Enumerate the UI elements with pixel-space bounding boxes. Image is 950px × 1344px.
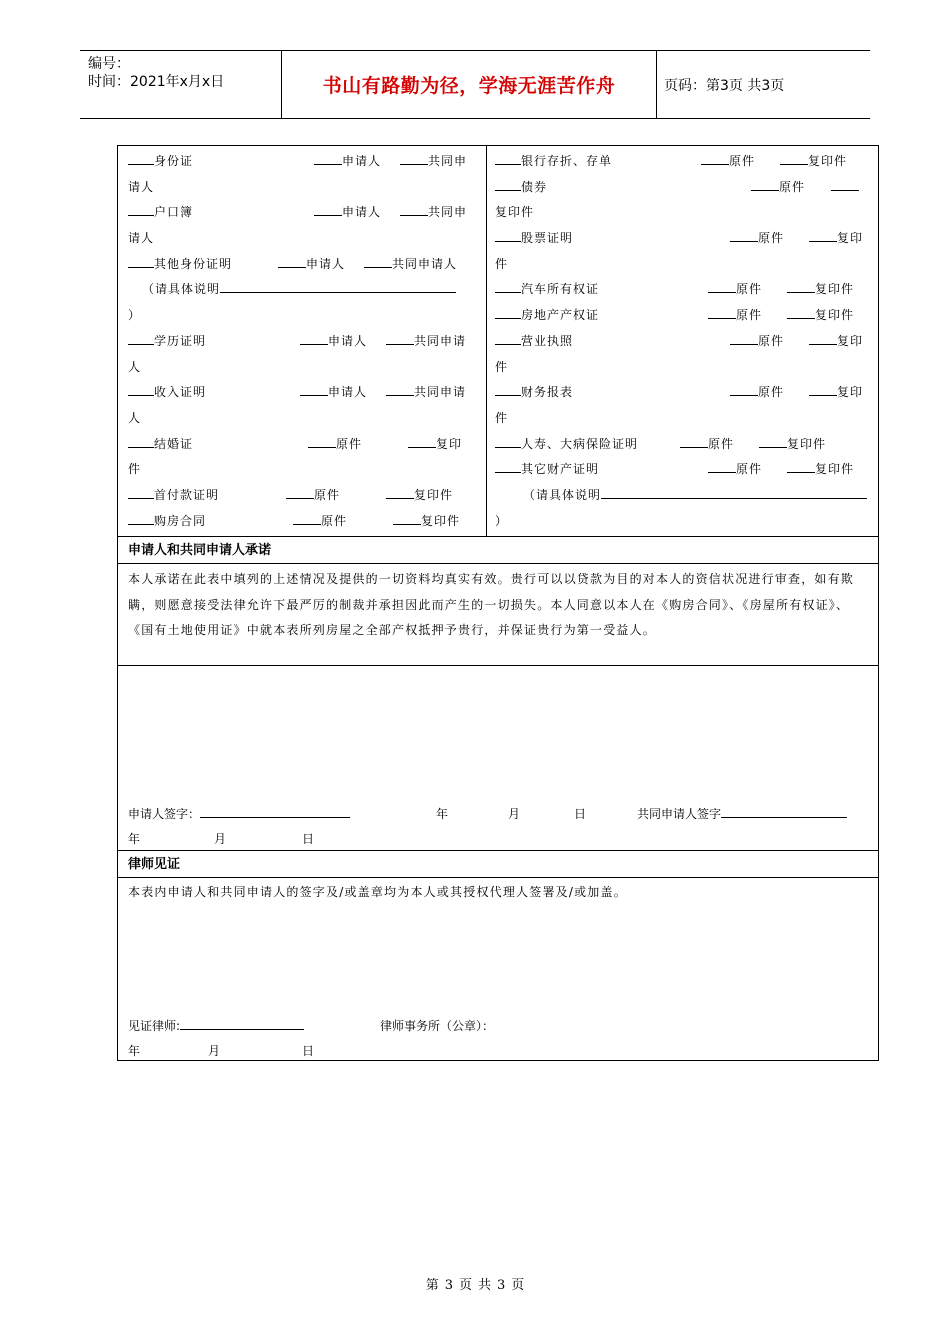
label: 原件 (758, 231, 785, 246)
doc-row-income (128, 380, 478, 406)
label: 购房合同 (154, 513, 207, 528)
footer-ye2: 页 (511, 1278, 525, 1293)
doc-row-real-estate (495, 303, 871, 329)
doc-row-wrap (495, 406, 871, 432)
label: 复印件 (414, 487, 454, 502)
label: 结婚证 (154, 436, 194, 451)
label: 共同申请人 (392, 256, 458, 271)
label: 复印 (436, 436, 463, 451)
page-header (80, 50, 870, 119)
label: （请具体说明 (523, 487, 602, 502)
label: 共同申请 (414, 333, 467, 348)
sign-month: 月 (508, 807, 521, 821)
doc-row-business-license (495, 329, 871, 355)
doc-row-other-property (495, 457, 871, 483)
label: 债券 (521, 179, 548, 194)
header-page-info: 页码：第3页 共3页 (664, 77, 785, 94)
doc-row-wrap (495, 200, 871, 226)
label: 原件 (736, 308, 763, 323)
label: 户口簿 (154, 205, 194, 220)
label: 请人 (128, 231, 155, 246)
co-sign-day: 日 (302, 832, 315, 846)
label: 复印件 (815, 308, 855, 323)
label: 原件 (729, 154, 756, 168)
label: 申请人 (342, 205, 382, 220)
label: 件 (495, 410, 509, 425)
label: 复印件 (421, 513, 461, 528)
doc-row-education (128, 329, 478, 355)
column-divider (486, 146, 487, 536)
doc-row-down-payment (128, 483, 478, 509)
promise-text: 本人承诺在此表中填列的上述情况及提供的一切资料均真实有效。贵行可以以贷款为目的对本人的资信状况进行审查，如有欺瞒，则愿意接受法律允许下最严厉的制裁并承担因此而产生的一切损失。本人同意以本人在《购房合同》、《房屋所有权证》、《国有土地使用证》中就本表所列房屋之全部产权抵押予贵行，并保证贵行为第一受益人。 (118, 564, 878, 666)
doc-row-bank-deposit (495, 149, 871, 175)
doc-row-bonds (495, 175, 871, 201)
header-divider (656, 51, 657, 118)
label: 首付款证明 (154, 487, 220, 502)
law-firm-seal-label: 律师事务所（公章）： (380, 1019, 495, 1033)
label: 人 (128, 410, 142, 425)
lawyer-title: 律师见证 (118, 851, 878, 878)
personal-documents-column (128, 149, 478, 534)
label: ） (128, 308, 142, 323)
label: 复印件 (787, 436, 827, 451)
loan-form-table (117, 145, 879, 1061)
footer-di: 第 (425, 1278, 439, 1293)
applicant-signature-area (118, 667, 878, 851)
doc-row-car (495, 277, 871, 303)
co-applicant-sign-label: 共同申请人签字 (637, 807, 722, 821)
sign-year: 年 (436, 807, 449, 821)
property-documents-column (495, 149, 871, 534)
label: 学历证明 (154, 333, 207, 348)
label: 原件 (758, 333, 785, 348)
label: 原件 (736, 462, 763, 477)
co-sign-year: 年 (128, 832, 141, 846)
doc-row-wrap (128, 406, 478, 432)
label: 汽车所有权证 (521, 282, 600, 297)
doc-row-wrap (128, 175, 478, 201)
label: 复印件 (815, 282, 855, 297)
label: 申请人 (328, 333, 368, 348)
doc-row-id-card (128, 149, 478, 175)
documents-section (118, 146, 878, 537)
label: 房地产产权证 (521, 308, 600, 323)
label: 原件 (736, 282, 763, 297)
applicant-sign-label: 申请人签字： (128, 807, 201, 821)
doc-row-wrap (495, 509, 871, 535)
footer-total-pages: 3 (497, 1278, 506, 1293)
sign-day: 日 (574, 807, 587, 821)
label: 件 (495, 256, 509, 271)
doc-row-other-id (128, 252, 478, 278)
label: 原件 (779, 179, 806, 194)
doc-row-hukou (128, 200, 478, 226)
footer-ye: 页 (458, 1278, 472, 1293)
doc-row-insurance (495, 432, 871, 458)
label: 其他身份证明 (154, 256, 233, 271)
label: （请具体说明 (142, 282, 221, 297)
header-motto: 书山有路勤为径，学海无涯苦作舟 (322, 75, 616, 97)
lawyer-day: 日 (302, 1044, 315, 1058)
label: 人 (128, 359, 142, 374)
doc-row-specify (495, 483, 871, 509)
label: 复印件 (495, 205, 535, 220)
number-label: 编号： (88, 56, 130, 72)
doc-row-stock (495, 226, 871, 252)
label: 人寿、大病保险证明 (521, 436, 639, 451)
footer-gong: 共 (478, 1278, 492, 1293)
witness-lawyer-field[interactable] (128, 1017, 304, 1034)
doc-row-purchase-contract (128, 509, 478, 535)
label: 共同申 (428, 154, 468, 168)
label: 原件 (314, 487, 341, 502)
page-footer (0, 1274, 950, 1293)
lawyer-month: 月 (208, 1044, 221, 1058)
label: 请人 (128, 179, 155, 194)
doc-row-wrap (128, 226, 478, 252)
label: 身份证 (154, 154, 194, 168)
doc-row-marriage (128, 432, 478, 458)
label: 原件 (321, 513, 348, 528)
label: 复印件 (815, 462, 855, 477)
lawyer-text: 本表内申请人和共同申请人的签字及/或盖章均为本人或其授权代理人签署及/或加盖。 (128, 885, 627, 899)
label: ） (495, 513, 509, 528)
label: 股票证明 (521, 231, 574, 246)
doc-row-financial (495, 380, 871, 406)
label: 营业执照 (521, 333, 574, 348)
label: 申请人 (342, 154, 382, 168)
label: 收入证明 (154, 385, 207, 400)
doc-row-specify (128, 277, 478, 303)
label: 复印 (837, 385, 864, 400)
promise-title: 申请人和共同申请人承诺 (118, 537, 878, 564)
doc-row-wrap (128, 457, 478, 483)
doc-row-wrap (128, 303, 478, 329)
label: 件 (495, 359, 509, 374)
label: 原件 (708, 436, 735, 451)
doc-row-wrap (128, 355, 478, 381)
label: 复印 (837, 333, 864, 348)
label: 银行存折、存单 (521, 154, 613, 168)
label: 件 (128, 462, 142, 477)
label: 共同申 (428, 205, 468, 220)
applicant-sign-field[interactable] (128, 805, 350, 822)
label: 其它财产证明 (521, 462, 600, 477)
label: 共同申请 (414, 385, 467, 400)
co-sign-month: 月 (214, 832, 227, 846)
header-meta (88, 55, 224, 91)
label: 原件 (758, 385, 785, 400)
label: 复印 (837, 231, 864, 246)
witness-lawyer-label: 见证律师: (128, 1019, 181, 1033)
co-applicant-sign-field[interactable] (637, 805, 847, 822)
label: 复印件 (808, 154, 848, 168)
lawyer-year: 年 (128, 1044, 141, 1058)
label: 原件 (336, 436, 363, 451)
doc-row-wrap (495, 252, 871, 278)
label: 申请人 (306, 256, 346, 271)
doc-row-wrap (495, 355, 871, 381)
footer-page-number: 3 (444, 1278, 453, 1293)
time-label: 时间：2021年x月x日 (88, 74, 225, 90)
label: 财务报表 (521, 385, 574, 400)
label: 申请人 (328, 385, 368, 400)
